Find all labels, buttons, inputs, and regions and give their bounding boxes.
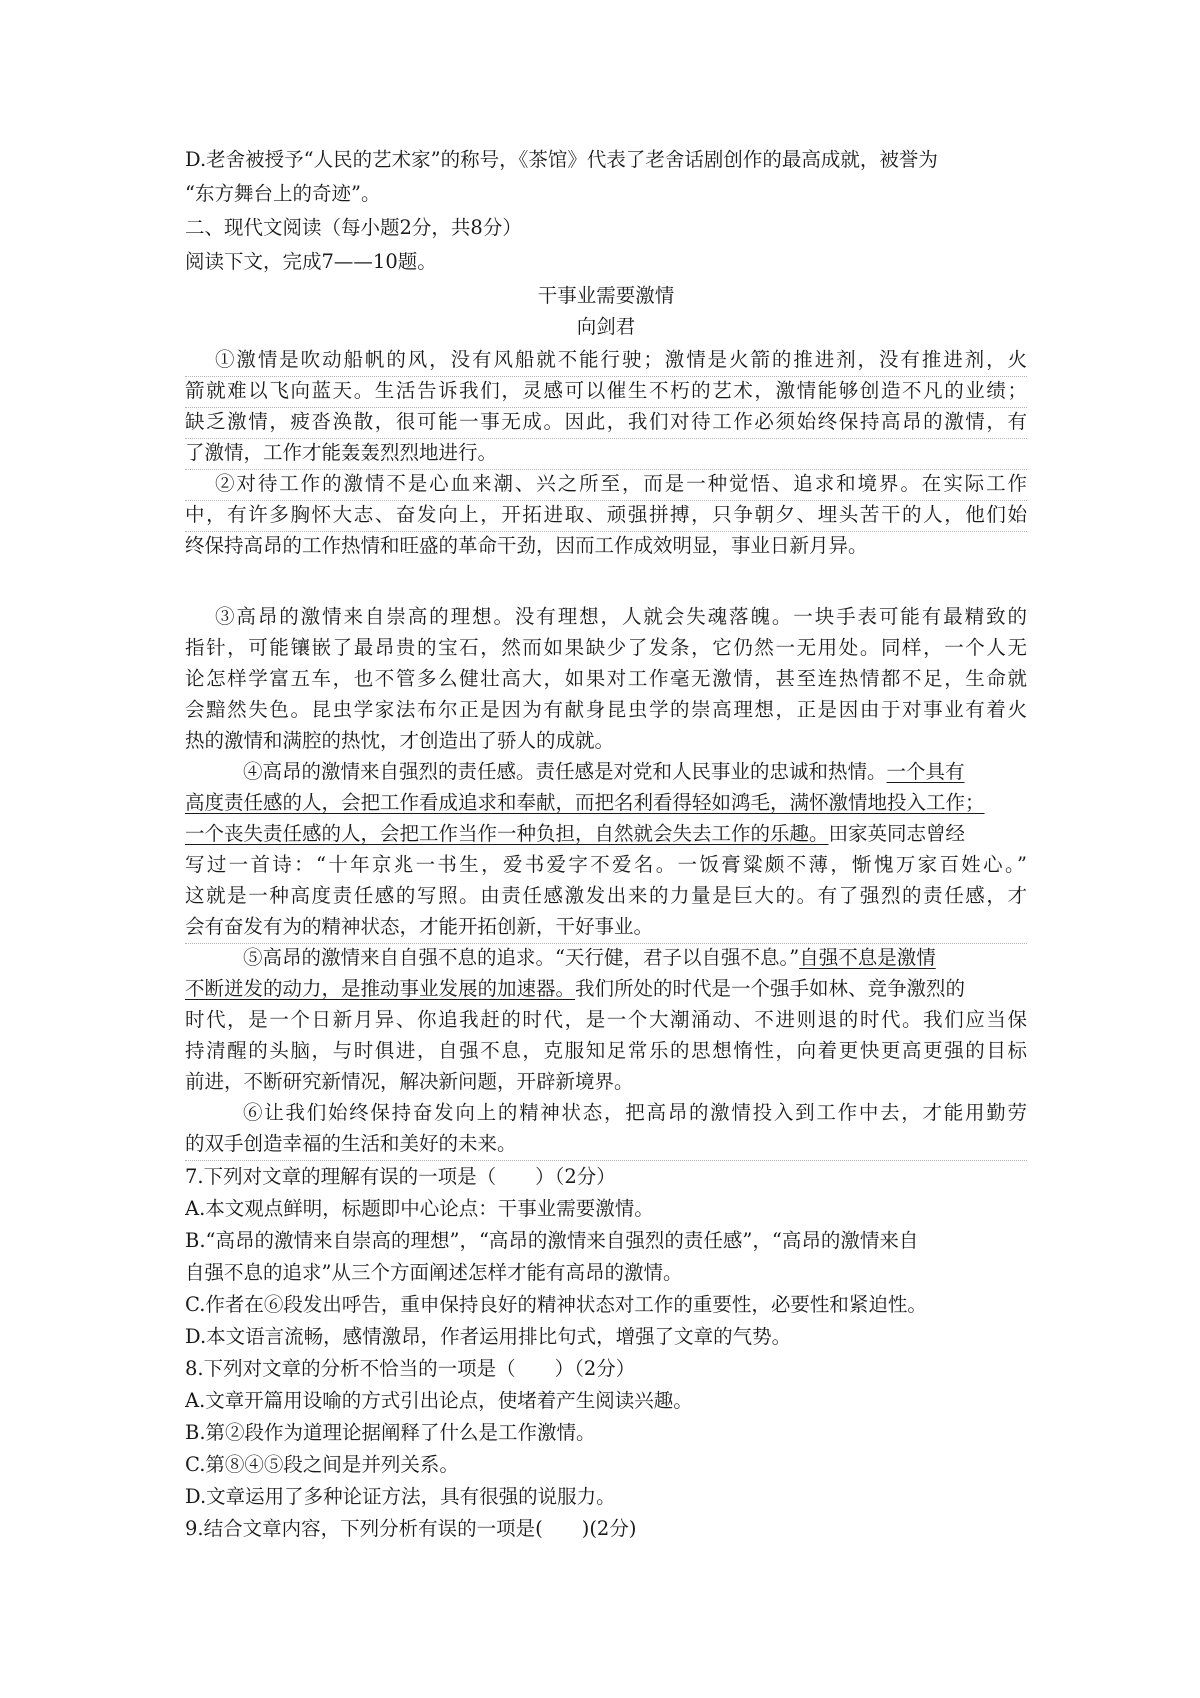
prev-option-d-line2: “东方舞台上的奇迹”。 <box>185 182 381 205</box>
paragraph-2-line: ②对待工作的激情不是心血来潮、兴之所至，而是一种觉悟、追求和境界。在实际工作 <box>185 468 1027 501</box>
paragraph-1-line: 了激情，工作才能轰轰烈烈地进行。 <box>185 437 1027 470</box>
paragraph-3-line: ③高昂的激情来自崇高的理想。没有理想，人就会失魂落魄。一块手表可能有最精致的 <box>215 605 1027 628</box>
paragraph-5-text: ⑤高昂的激情来自自强不息的追求。“天行健，君子以自强不息。” <box>243 946 800 969</box>
underlined-sentence: 高度责任感的人，会把工作看成追求和奉献，而把名利看得轻如鸿毛，满怀激情地投入工作； <box>185 791 985 814</box>
paragraph-5-line <box>185 973 1027 1005</box>
paragraph-4-line: 会有奋发有为的精神状态，才能开拓创新，干好事业。 <box>185 911 1027 944</box>
paragraph-5-line: 前进，不断研究新情况，解决新问题，开辟新境界。 <box>185 1070 634 1093</box>
paragraph-1-line: ①激情是吹动船帆的风，没有风船就不能行驶；激情是火箭的推进剂，没有推进剂，火 <box>185 344 1027 377</box>
reading-instruction: 阅读下文，完成7——10题。 <box>185 250 437 273</box>
question-7-option-c: C.作者在⑥段发出呼告，重申保持良好的精神状态对工作的重要性，必要性和紧迫性。 <box>185 1293 927 1316</box>
paragraph-4-line <box>185 818 1027 850</box>
paragraph-6-line: 的双手创造幸福的生活和美好的未来。 <box>185 1128 1027 1161</box>
paragraph-5-line: 持清醒的头脑，与时俱进，自强不息，克服知足常乐的思想惰性，向着更快更高更强的目标 <box>185 1039 1027 1062</box>
question-8-option-c: C.第⑧④⑤段之间是并列关系。 <box>185 1453 459 1476</box>
paragraph-4-line <box>185 756 1027 788</box>
question-7-option-b-cont: 自强不息的追求”从三个方面阐述怎样才能有高昂的激情。 <box>185 1261 683 1284</box>
question-7-option-d: D.本文语言流畅，感情激昂，作者运用排比句式，增强了文章的气势。 <box>185 1325 792 1348</box>
article-author: 向剑君 <box>576 315 636 338</box>
question-8-stem: 8.下列对文章的分析不恰当的一项是（ ）（2分） <box>185 1357 636 1380</box>
underlined-sentence: 自强不息是激情 <box>799 946 936 969</box>
paragraph-4-text: 田家英同志曾经 <box>828 822 966 845</box>
section-heading: 二、现代文阅读（每小题2分，共8分） <box>185 216 522 239</box>
paragraph-3-line: 会黯然失色。昆虫学家法布尔正是因为有献身昆虫学的崇高理想，正是因由于对事业有着火 <box>185 698 1027 721</box>
paragraph-4-line: 写过一首诗：“十年京兆一书生，爱书爱字不爱名。一饭膏粱颇不薄，惭愧万家百姓心。” <box>185 853 1027 876</box>
question-7-option-a: A.本文观点鲜明，标题即中心论点：干事业需要激情。 <box>185 1197 654 1220</box>
question-8-option-a: A.文章开篇用设喻的方式引出论点，使堵着产生阅读兴趣。 <box>185 1389 693 1412</box>
paragraph-6-line: ⑥让我们始终保持奋发向上的精神状态，把高昂的激情投入到工作中去，才能用勤劳 <box>243 1101 1027 1124</box>
paragraph-2-line: 中，有许多胸怀大志、奋发向上，开拓进取、顽强拼搏，只争朝夕、埋头苦干的人，他们始 <box>185 499 1027 532</box>
paragraph-4-text: ④高昂的激情来自强烈的责任感。责任感是对党和人民事业的忠诚和热情。 <box>243 760 887 783</box>
underlined-sentence: 一个具有 <box>886 760 965 783</box>
page-content <box>185 0 1027 1698</box>
paragraph-3-line: 热的激情和满腔的热忱，才创造出了骄人的成就。 <box>185 729 615 752</box>
article-title: 干事业需要激情 <box>537 284 675 307</box>
question-8-option-d: D.文章运用了多种论证方法，具有很强的说服力。 <box>185 1485 616 1508</box>
paragraph-2-line: 终保持高昂的工作热情和旺盛的革命干劲，因而工作成效明显，事业日新月异。 <box>185 534 868 557</box>
question-7-option-b: B.“高昂的激情来自崇高的理想”，“高昂的激情来自强烈的责任感”，“高昂的激情来自 <box>185 1229 919 1252</box>
underlined-sentence: 不断迸发的动力，是推动事业发展的加速器。 <box>185 977 576 1000</box>
question-7-stem: 7.下列对文章的理解有误的一项是（ ）（2分） <box>185 1165 616 1188</box>
prev-option-d-line1: D.老舍被授予“人民的艺术家”的称号，《茶馆》代表了老舍话剧创作的最高成就，被誉为 <box>185 148 938 171</box>
paragraph-5-line <box>185 942 1027 974</box>
paragraph-5-line: 时代，是一个日新月异、你追我赶的时代，是一个大潮涌动、不进则退的时代。我们应当保 <box>185 1008 1027 1031</box>
paragraph-3-line: 指针，可能镶嵌了最昂贵的宝石，然而如果缺少了发条，它仍然一无用处。同样，一个人无 <box>185 636 1027 659</box>
paragraph-5-text: 我们所处的时代是一个强手如林、竞争激烈的 <box>575 977 966 1000</box>
paragraph-4-line <box>185 787 1027 819</box>
question-9-stem: 9.结合文章内容，下列分析有误的一项是( )(2分) <box>185 1517 637 1540</box>
paragraph-1-line: 箭就难以飞向蓝天。生活告诉我们，灵感可以催生不朽的艺术，激情能够创造不凡的业绩； <box>185 375 1027 408</box>
paragraph-4-line: 这就是一种高度责任感的写照。由责任感激发出来的力量是巨大的。有了强烈的责任感，才 <box>185 884 1027 907</box>
question-8-option-b: B.第②段作为道理论据阐释了什么是工作激情。 <box>185 1421 596 1444</box>
underlined-sentence: 一个丧失责任感的人，会把工作当作一种负担，自然就会失去工作的乐趣。 <box>185 822 829 845</box>
paragraph-3-line: 论怎样学富五车，也不管多么健壮高大，如果对工作毫无激情，甚至连热情都不足，生命就 <box>185 667 1027 690</box>
paragraph-1-line: 缺乏激情，疲沓涣散，很可能一事无成。因此，我们对待工作必须始终保持高昂的激情，有 <box>185 406 1027 439</box>
